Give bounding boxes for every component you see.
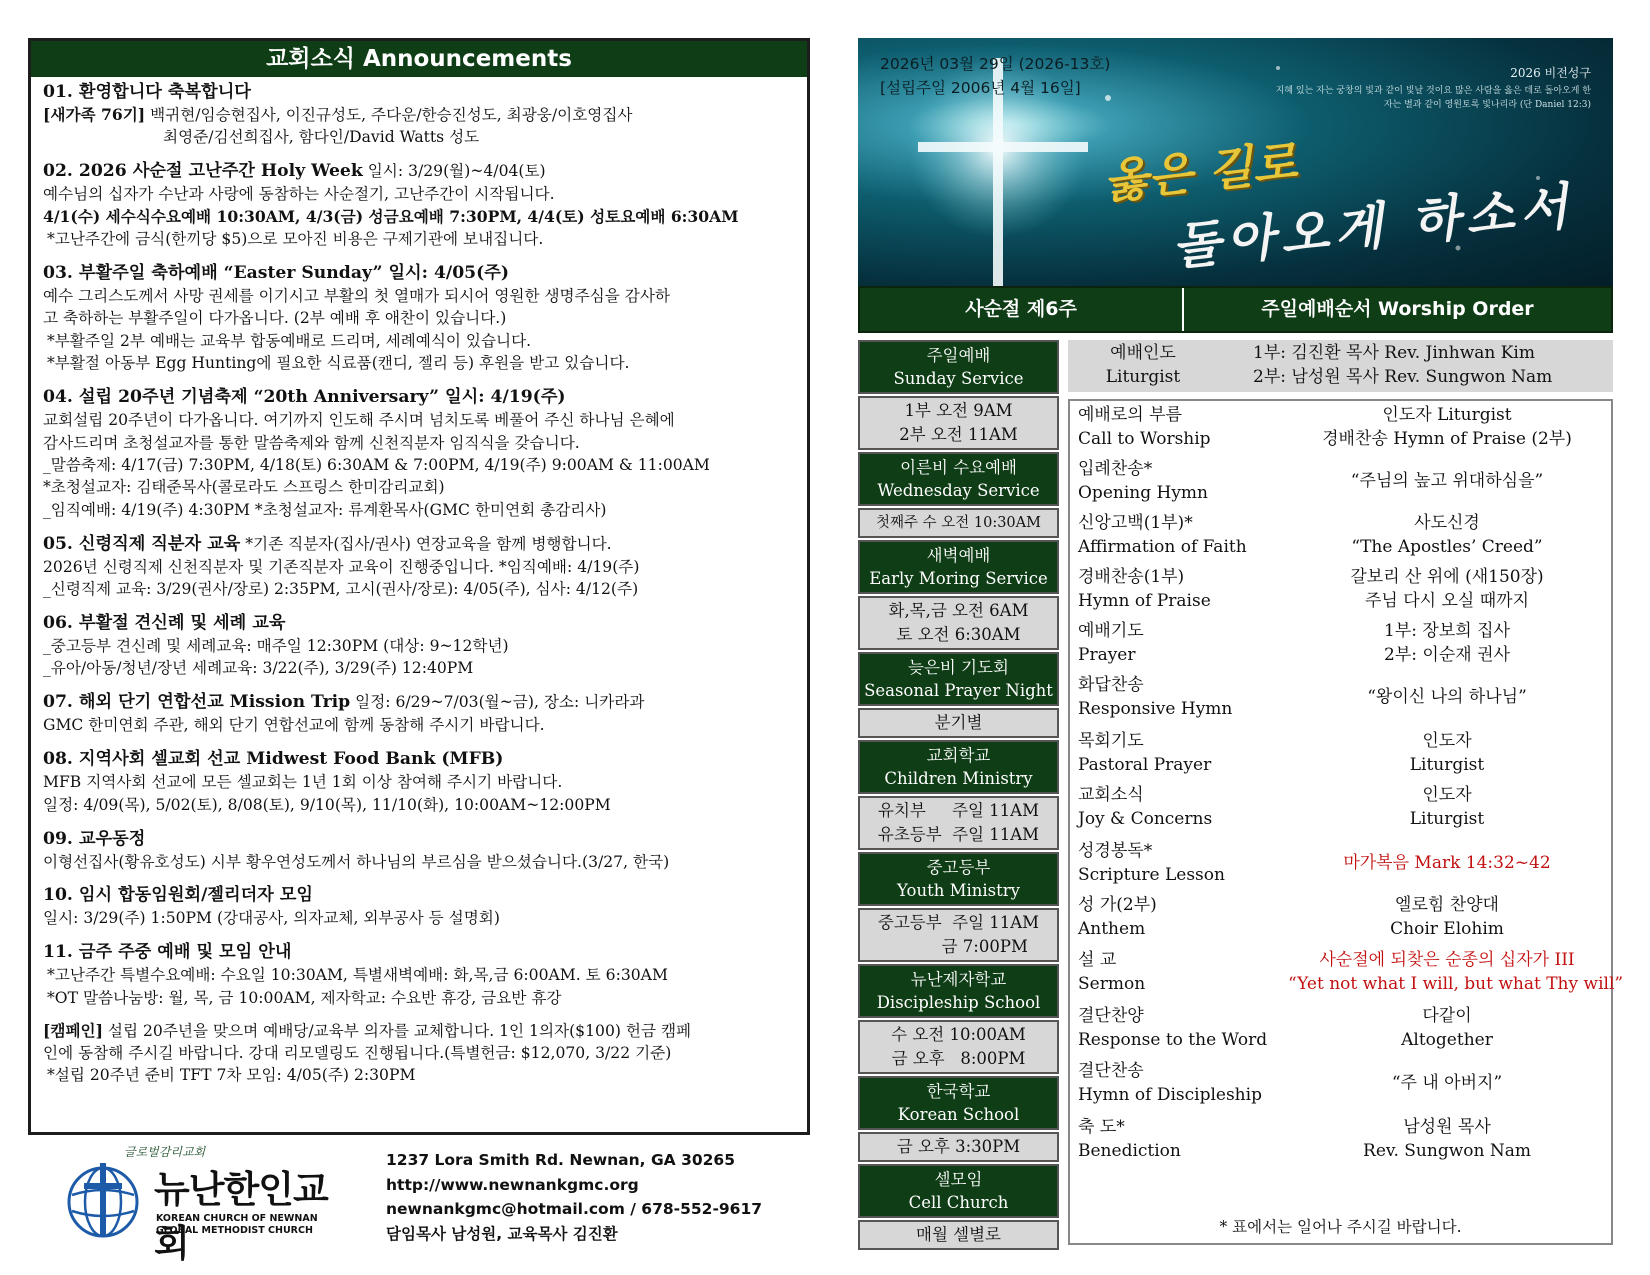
order-item-value bbox=[1288, 469, 1606, 493]
schedule-heading-line: 뉴난제자학교 bbox=[910, 970, 1007, 989]
order-item-value-line: 다같이 bbox=[1422, 1006, 1472, 1026]
announcement-line: 인에 동참해 주시길 바랍니다. 강대 리모델링도 진행됩니다.(특별헌금: $12,070, 3/22 기준) bbox=[43, 1044, 672, 1063]
worship-order-title: 주일예배순서 Worship Order bbox=[1184, 288, 1611, 331]
worship-order-row bbox=[1078, 1004, 1606, 1054]
announcement-line: _임직예배: 4/19(주) 4:30PM *초청설교자: 류계환목사(GMC 한미연회 총감리사) bbox=[43, 500, 607, 519]
order-item-label bbox=[1078, 1059, 1262, 1107]
order-item-value-line: 사순절에 되찾은 순종의 십자가 III bbox=[1319, 950, 1575, 970]
announcement-line-emphasis: [캠페인] bbox=[43, 1020, 103, 1040]
order-item-value-line: “왕이신 나의 하나님” bbox=[1367, 687, 1527, 707]
schedule-heading-line: Sunday Service bbox=[893, 369, 1024, 388]
schedule-time: 첫째주 수 오전 10:30AM bbox=[858, 508, 1059, 538]
service-schedule bbox=[858, 340, 1059, 1252]
worship-order-row bbox=[1078, 403, 1606, 453]
order-item-label-line: 성경봉독* bbox=[1078, 841, 1153, 861]
order-item-value-line: “Yet not what I will, but what Thy will” bbox=[1288, 974, 1624, 994]
order-item-label bbox=[1078, 893, 1157, 941]
announcement-title: 04. 설립 20주년 기념축제 “20th Anniversary” 일시: 4/19(주) bbox=[43, 387, 566, 408]
schedule-time: 매월 셀별로 bbox=[858, 1220, 1059, 1250]
announcements-list bbox=[31, 77, 807, 1087]
announcement-title: 06. 부활절 견신례 및 세례 교육 bbox=[43, 613, 286, 633]
banner-title-line2: 돌아오게 하소서 bbox=[1169, 175, 1577, 277]
schedule-heading bbox=[858, 340, 1059, 394]
announcement-line-emphasis: 4/1(수) 세수식수요예배 10:30AM, 4/3(금) 성금요예배 7:30PM, 4/4(토) 성토요예배 6:30AM bbox=[43, 206, 739, 226]
order-item-value-line: “주님의 높고 위대하심을” bbox=[1350, 471, 1544, 491]
order-item-value-line: 인도자 Liturgist bbox=[1382, 405, 1512, 425]
worship-order-row bbox=[1078, 565, 1606, 615]
order-item-label bbox=[1078, 457, 1208, 505]
schedule-heading-line: 이른비 수요예배 bbox=[900, 458, 1017, 477]
order-item-label-line: 목회기도 bbox=[1078, 731, 1144, 751]
order-item-value-line: “주 내 아버지” bbox=[1391, 1073, 1503, 1093]
liturgist-first: 1부: 김진환 목사 Rev. Jinhwan Kim bbox=[1253, 343, 1535, 363]
schedule-heading-line: 한국학교 bbox=[926, 1082, 991, 1101]
order-item-value-line: Rev. Sungwon Nam bbox=[1363, 1141, 1531, 1161]
order-item-label bbox=[1078, 511, 1247, 559]
announcement-item bbox=[43, 261, 795, 375]
order-item-value-line: 엘로힘 찬양대 bbox=[1395, 895, 1499, 915]
announcement-line: *OT 말씀나눔방: 월, 목, 금 10:00AM, 제자학교: 수요반 휴강, 금요반 휴강 bbox=[47, 988, 562, 1007]
liturgist-label-en: Liturgist bbox=[1105, 367, 1181, 387]
order-item-value bbox=[1288, 783, 1606, 831]
order-item-label bbox=[1078, 729, 1211, 777]
order-item-label-line: Prayer bbox=[1078, 645, 1136, 665]
schedule-time: 유치부 주일 11AM 유초등부 주일 11AM bbox=[858, 796, 1059, 850]
order-item-value bbox=[1288, 403, 1606, 451]
order-item-label bbox=[1078, 839, 1225, 887]
order-item-label-line: Response to the Word bbox=[1078, 1030, 1268, 1050]
announcement-line: 예수 그리스도께서 사망 권세를 이기시고 부활의 첫 열매가 되시어 영원한 생명주심을 감사하 bbox=[43, 287, 670, 306]
order-item-value bbox=[1288, 685, 1606, 709]
bulletin-info bbox=[880, 52, 1110, 100]
announcement-line: 교회설립 20주년이 다가옵니다. 여기까지 인도해 주시며 넘치도록 베풀어 주신 하나님 은혜에 bbox=[43, 411, 675, 430]
schedule-heading-line: 중고등부 bbox=[926, 858, 991, 877]
announcement-line: *부활주일 2부 예배는 교육부 합동예배로 드리며, 세례예식이 있습니다. bbox=[47, 331, 532, 350]
schedule-heading-line: Wednesday Service bbox=[877, 481, 1040, 500]
order-item-value bbox=[1288, 619, 1606, 667]
order-item-value-line: “The Apostles’ Creed” bbox=[1351, 537, 1543, 557]
website-link[interactable]: http://www.newnankgmc.org bbox=[386, 1175, 639, 1194]
announcement-item bbox=[43, 532, 795, 601]
schedule-time: 1부 오전 9AM 2부 오전 11AM bbox=[858, 396, 1059, 450]
announcement-title: 05. 신령직제 직분자 교육 *기존 직분자(집사/권사) 연장교육을 함께 병행합니다. bbox=[43, 533, 612, 554]
banner-title-line1: 옳은 길로 bbox=[1100, 134, 1300, 209]
announcement-line: _중고등부 견신례 및 세례교육: 매주일 12:30PM (대상: 9~12학년) bbox=[43, 637, 509, 655]
announcement-line-emphasis: [새가족 76기] bbox=[43, 105, 146, 124]
announcement-line: *초청설교자: 김태준목사(콜로라도 스프링스 한미감리교회) bbox=[43, 478, 445, 497]
order-item-label-line: Hymn of Discipleship bbox=[1078, 1085, 1262, 1105]
order-item-label-line: Anthem bbox=[1078, 919, 1146, 939]
schedule-heading bbox=[858, 740, 1059, 794]
order-item-value-line: 1부: 장보희 집사 bbox=[1384, 621, 1510, 641]
announcement-item bbox=[43, 385, 795, 521]
order-item-label-line: 예배로의 부름 bbox=[1078, 405, 1182, 425]
order-item-value bbox=[1288, 948, 1624, 996]
announcement-line: GMC 한미연회 주관, 해외 단기 연합선교에 함께 동참해 주시기 바랍니다. bbox=[43, 716, 545, 735]
announcement-line bbox=[43, 206, 795, 228]
announcement-title: 02. 2026 사순절 고난주간 Holy Week 일시: 3/29(월)~4/04(토) bbox=[43, 161, 546, 182]
announcement-line: _말씀축제: 4/17(금) 7:30PM, 4/18(토) 6:30AM & 7:00PM, 4/19(주) 9:00AM & 11:00AM bbox=[43, 455, 710, 474]
order-item-label-line: 예배기도 bbox=[1078, 621, 1144, 641]
worship-order-row bbox=[1078, 839, 1606, 889]
worship-order-row bbox=[1078, 729, 1606, 779]
season-title: 사순절 제6주 bbox=[860, 288, 1184, 331]
worship-order-row bbox=[1078, 619, 1606, 669]
worship-order-row bbox=[1078, 673, 1606, 723]
order-item-label bbox=[1078, 783, 1212, 831]
schedule-heading-line: Korean School bbox=[897, 1105, 1020, 1124]
order-item-label bbox=[1078, 1004, 1267, 1052]
order-item-label-line: 화답찬송 bbox=[1078, 675, 1144, 695]
order-item-value bbox=[1288, 1004, 1606, 1052]
title-bar bbox=[858, 286, 1613, 333]
bulletin-date: 2026년 03월 29일 (2026-13호) bbox=[880, 55, 1111, 73]
announcement-item bbox=[43, 883, 795, 929]
order-item-value-line: 경배찬송 Hymn of Praise (2부) bbox=[1322, 429, 1572, 449]
order-item-label bbox=[1078, 565, 1211, 613]
announcement-item bbox=[43, 690, 795, 736]
order-item-label-line: 교회소식 bbox=[1078, 785, 1144, 805]
order-item-value-line: Liturgist bbox=[1409, 755, 1485, 775]
order-item-label-line: 경배찬송(1부) bbox=[1078, 567, 1185, 587]
schedule-heading-line: Cell Church bbox=[908, 1193, 1009, 1212]
worship-order-row bbox=[1078, 457, 1606, 507]
vision-verse: 지혜 있는 자는 궁창의 빛과 같이 빛날 것이요 많은 사람을 옳은 데로 돌아오게 한 자는 별과 같이 영원토록 빛나리라 (단 Daniel 12:3) bbox=[1275, 86, 1591, 110]
cross-globe-icon bbox=[58, 1157, 148, 1247]
worship-order-row bbox=[1078, 511, 1606, 561]
order-item-label-line: Hymn of Praise bbox=[1078, 591, 1211, 611]
announcement-line: *고난주간에 금식(한끼당 $5)으로 모아진 비용은 구제기관에 보내집니다. bbox=[47, 230, 544, 249]
order-item-label bbox=[1078, 673, 1232, 721]
announcement-item bbox=[43, 1020, 795, 1087]
logo-en-line1: KOREAN CHURCH OF NEWNAN bbox=[156, 1213, 318, 1224]
schedule-heading-line: Seasonal Prayer Night bbox=[864, 681, 1053, 700]
schedule-time: 분기별 bbox=[858, 708, 1059, 738]
order-item-label-line: Scripture Lesson bbox=[1078, 865, 1225, 885]
worship-order-row bbox=[1078, 783, 1606, 833]
announcement-item bbox=[43, 827, 795, 873]
order-item-value-line: 마가복음 Mark 14:32~42 bbox=[1343, 853, 1551, 873]
worship-order-row bbox=[1078, 948, 1624, 998]
schedule-time: 중고등부 주일 11AM 금 7:00PM bbox=[858, 908, 1059, 962]
announcements-header: 교회소식 Announcements bbox=[31, 41, 807, 77]
announcement-line: *고난주간 특별수요예배: 수요일 10:30AM, 특별새벽예배: 화,목,금 6:00AM. 토 6:30AM bbox=[47, 966, 668, 985]
announcement-title: 10. 임시 합동임원회/젤리더자 모임 bbox=[43, 885, 313, 906]
schedule-heading-line: 새벽예배 bbox=[926, 546, 991, 565]
schedule-heading-line: 늦은비 기도회 bbox=[908, 658, 1009, 677]
contact-info bbox=[386, 1148, 762, 1246]
schedule-heading-line: Youth Ministry bbox=[897, 881, 1020, 900]
announcement-title-detail: 일시: 3/29(월)~4/04(토) bbox=[362, 162, 546, 181]
order-item-value-line: 남성원 목사 bbox=[1403, 1117, 1491, 1137]
order-item-label-line: 성 가(2부) bbox=[1078, 895, 1157, 915]
order-item-value-line: Choir Elohim bbox=[1390, 919, 1504, 939]
order-item-label-line: 축 도* bbox=[1078, 1117, 1125, 1137]
schedule-heading bbox=[858, 1164, 1059, 1218]
order-item-value bbox=[1288, 851, 1606, 875]
order-item-value-line: 인도자 bbox=[1422, 785, 1472, 805]
schedule-heading-line: Children Ministry bbox=[884, 769, 1033, 788]
pastors: 담임목사 남성원, 교육목사 김진환 bbox=[386, 1224, 618, 1243]
order-item-label-line: Opening Hymn bbox=[1078, 483, 1208, 503]
announcement-title: 08. 지역사회 셀교회 선교 Midwest Food Bank (MFB) bbox=[43, 749, 504, 770]
logo-en-line2: GLOBAL METHODIST CHURCH bbox=[156, 1225, 313, 1236]
order-item-label-line: Benediction bbox=[1078, 1141, 1181, 1161]
order-item-value-line: 인도자 bbox=[1422, 731, 1472, 751]
church-logo bbox=[58, 1143, 358, 1265]
schedule-heading bbox=[858, 540, 1059, 594]
announcement-line: 일정: 4/09(목), 5/02(토), 8/08(토), 9/10(목), 11/10(화), 10:00AM~12:00PM bbox=[43, 795, 611, 814]
vision-title: 2026 비전성구 bbox=[1510, 66, 1591, 80]
standing-note: * 표에서는 일어나 주시길 바랍니다. bbox=[1219, 1218, 1462, 1236]
order-item-label-line: Responsive Hymn bbox=[1078, 699, 1233, 719]
order-item-label-line: Affirmation of Faith bbox=[1078, 537, 1247, 557]
announcement-title: 03. 부활주일 축하예배 “Easter Sunday” 일시: 4/05(주) bbox=[43, 263, 509, 284]
announcement-line: _유아/아동/청년/장년 세례교육: 3/22(주), 3/29(주) 12:40PM bbox=[43, 659, 474, 678]
banner bbox=[858, 38, 1613, 286]
order-item-value bbox=[1288, 1071, 1606, 1095]
founding-date: [설립주일 2006년 4월 16일] bbox=[880, 79, 1081, 97]
schedule-time: 금 오후 3:30PM bbox=[858, 1132, 1059, 1162]
order-item-label bbox=[1078, 948, 1145, 996]
schedule-heading bbox=[858, 1076, 1059, 1130]
order-item-value bbox=[1288, 1115, 1606, 1163]
order-item-label-line: 신앙고백(1부)* bbox=[1078, 513, 1193, 533]
announcement-line: *설립 20주년 준비 TFT 7차 모임: 4/05(주) 2:30PM bbox=[47, 1066, 416, 1085]
logo-small-text: 글로벌감리교회 bbox=[124, 1145, 206, 1159]
order-item-label-line: 설 교 bbox=[1078, 950, 1117, 970]
logo-main-text: 뉴난한인교회 bbox=[154, 1168, 328, 1265]
order-item-label-line: Joy & Concerns bbox=[1078, 809, 1213, 829]
schedule-heading-line: Discipleship School bbox=[876, 993, 1041, 1012]
announcement-line: [캠페인] 설립 20주년을 맞으며 예배당/교육부 의자를 교체합니다. 1인 1의자($100) 헌금 캠페 bbox=[43, 1020, 692, 1040]
address: 1237 Lora Smith Rd. Newnan, GA 30265 bbox=[386, 1151, 735, 1169]
schedule-heading-line: 교회학교 bbox=[926, 746, 991, 765]
order-item-label-line: Sermon bbox=[1078, 974, 1146, 994]
schedule-heading bbox=[858, 452, 1059, 506]
announcement-item bbox=[43, 80, 795, 149]
order-item-label-line: Pastoral Prayer bbox=[1078, 755, 1212, 775]
schedule-heading bbox=[858, 652, 1059, 706]
order-item-label bbox=[1078, 403, 1211, 451]
worship-order-row bbox=[1078, 893, 1606, 943]
announcement-line: 최영준/김선희집사, 함다인/David Watts 성도 bbox=[163, 128, 480, 147]
order-item-value-line: Altogether bbox=[1401, 1030, 1493, 1050]
order-item-value-line: 2부: 이순재 권사 bbox=[1384, 645, 1510, 665]
announcement-item bbox=[43, 611, 795, 680]
announcement-line: [새가족 76기] 백귀현/임승현집사, 이진규성도, 주다운/한승진성도, 최광웅/이호영집사 bbox=[43, 105, 633, 124]
schedule-heading-line: 셀모임 bbox=[934, 1170, 983, 1189]
liturgist-label-ko: 예배인도 bbox=[1110, 343, 1176, 363]
order-item-value bbox=[1288, 565, 1606, 613]
schedule-heading-line: 주일예배 bbox=[926, 346, 991, 365]
announcement-title: 07. 해외 단기 연합선교 Mission Trip 일정: 6/29~7/03(월~금), 장소: 니카라과 bbox=[43, 692, 645, 713]
worship-order bbox=[1068, 399, 1624, 1245]
announcement-title: 11. 금주 주중 예배 및 모임 안내 bbox=[43, 942, 292, 963]
schedule-time: 화,목,금 오전 6AM 토 오전 6:30AM bbox=[858, 596, 1059, 650]
announcement-title-detail: *기존 직분자(집사/권사) 연장교육을 함께 병행합니다. bbox=[240, 534, 612, 553]
announcement-item bbox=[43, 159, 795, 250]
announcement-line: _신령직제 교육: 3/29(권사/장로) 2:35PM, 고시(권사/장로): 4/05(주), 심사: 4/12(주) bbox=[43, 580, 639, 599]
announcement-line: 2026년 신령직제 신천직분자 및 기존직분자 교육이 진행중입니다. *임직예배: 4/19(주) bbox=[43, 557, 640, 576]
order-item-label-line: 결단찬송 bbox=[1078, 1061, 1144, 1081]
schedule-heading-line: Early Moring Service bbox=[869, 569, 1048, 588]
order-item-value-line: 주님 다시 오실 때까지 bbox=[1364, 591, 1529, 611]
order-item-value-line: 갈보리 산 위에 (새150장) bbox=[1350, 567, 1544, 587]
schedule-heading bbox=[858, 964, 1059, 1018]
order-item-label-line: 입례찬송* bbox=[1078, 459, 1153, 479]
liturgist-second: 2부: 남성원 목사 Rev. Sungwon Nam bbox=[1253, 367, 1553, 387]
worship-order-row bbox=[1078, 1115, 1606, 1165]
announcement-title: 01. 환영합니다 축복합니다 bbox=[43, 82, 251, 102]
order-item-value bbox=[1288, 511, 1606, 559]
schedule-time: 수 오전 10:00AM 금 오후 8:00PM bbox=[858, 1020, 1059, 1074]
announcement-line: 예수님의 십자가 수난과 사랑에 동참하는 사순절기, 고난주간이 시작됩니다. bbox=[43, 185, 555, 204]
order-item-label bbox=[1078, 1115, 1181, 1163]
announcement-line: *부활절 아동부 Egg Hunting에 필요한 식료품(캔디, 젤리 등) 후원을 받고 있습니다. bbox=[47, 354, 630, 373]
order-item-label bbox=[1078, 619, 1144, 667]
order-item-value-line: 사도신경 bbox=[1414, 513, 1480, 533]
email-phone[interactable]: newnankgmc@hotmail.com / 678-552-9617 bbox=[386, 1200, 763, 1218]
announcement-line: 감사드리며 초청설교자를 통한 말씀축제와 함께 신천직분자 임직식을 갖습니다. bbox=[43, 433, 580, 452]
order-item-value bbox=[1288, 729, 1606, 777]
announcement-title: 09. 교우동정 bbox=[43, 828, 146, 849]
worship-order-row bbox=[1078, 1059, 1606, 1109]
announcement-item bbox=[43, 940, 795, 1009]
announcements-panel bbox=[28, 38, 810, 1135]
order-item-label-line: 결단찬양 bbox=[1078, 1006, 1144, 1026]
announcement-item bbox=[43, 747, 795, 816]
liturgist-box bbox=[1068, 340, 1613, 392]
order-item-value-line: Liturgist bbox=[1409, 809, 1485, 829]
schedule-heading bbox=[858, 852, 1059, 906]
announcement-line: MFB 지역사회 선교에 모든 셀교회는 1년 1회 이상 참여해 주시기 바랍니다. bbox=[43, 773, 563, 792]
order-item-label-line: Call to Worship bbox=[1078, 429, 1211, 449]
announcement-line: 일시: 3/29(주) 1:50PM (강대공사, 의자교체, 외부공사 등 설명회) bbox=[43, 909, 500, 928]
announcement-line: 고 축하하는 부활주일이 다가옵니다. (2부 예배 후 애찬이 있습니다.) bbox=[43, 309, 507, 328]
announcement-title-detail: 일정: 6/29~7/03(월~금), 장소: 니카라과 bbox=[350, 693, 645, 712]
announcement-line: 이형선집사(황유호성도) 시부 황우연성도께서 하나님의 부르심을 받으셨습니다.(3/27, 한국) bbox=[43, 852, 670, 871]
order-item-value bbox=[1288, 893, 1606, 941]
